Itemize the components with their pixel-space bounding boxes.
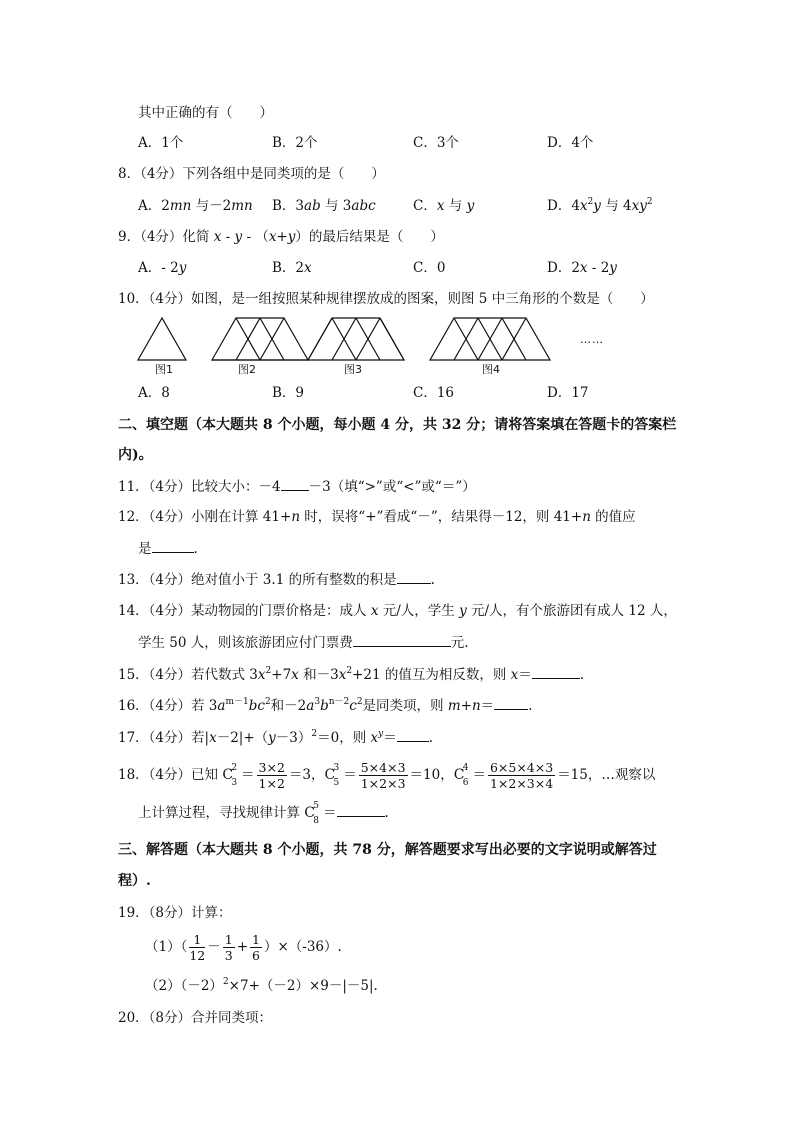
q19-part2: $(2)(-2)^2\times 7+(-2)\times 9-|-5|$.: [145, 977, 378, 994]
fig3-triangles: [308, 318, 404, 360]
q8-option-d: D．$4x^2y$ 与 $4xy^2$: [547, 197, 653, 214]
q8-option-c: C．x 与 y: [413, 198, 475, 214]
q16: 16．（4分）若 $3a^{m-1}bc^2$和$-2a^3b^{n-2}c^2$是同类项，则 m+n＝ .: [118, 697, 533, 714]
combination-c32: C 2 3: [222, 763, 238, 788]
section3-heading-line2: 程）.: [118, 873, 151, 889]
combination-c85: C 5 8: [304, 801, 320, 826]
q9-option-c: C．0: [413, 260, 446, 276]
section3-heading-line1: 三、解答题（本大题共 8 个小题，共 78 分，解答题要求写出必要的文字说明或解答过: [118, 842, 657, 858]
q15: 15．（4分）若代数式 $3x^2+7x$ 和$-3x^2+21$ 的值互为相反数，则 x＝ .: [118, 666, 585, 683]
q18-answer-blank[interactable]: [337, 802, 385, 817]
q19-stem: 19．（8分）计算：: [118, 905, 232, 921]
q8-option-a: A．2mn 与－2mn: [138, 198, 253, 214]
q10-triangle-figures: [130, 312, 630, 380]
q10-option-b: B．9: [272, 385, 305, 401]
q9-stem: 9．（4分）化简 x - y - （x+y）的最后结果是（ ）: [118, 229, 444, 245]
fig-ellipsis: ……: [580, 333, 604, 346]
q18-line1: 18．（4分）已知 C 2 3 ＝ $\frac{3\times 2}{1\times 2}$ ＝3，C 3 5 ＝ $\frac{5\times 4\times 3}{1\times 2\times 3}$ ＝10，C 4 6 ＝ $\frac{6\times 5\times 4\times 3}{1\times 2\times 3\times 4}$ ＝15，…观察以: [118, 760, 656, 791]
fig4-label: 图4: [482, 363, 500, 376]
fraction-1-12: $\frac{1}{12}$: [189, 932, 206, 963]
q9-option-d: D．2x - 2y: [547, 260, 617, 276]
combination-c53: C 3 5: [324, 763, 340, 788]
q10-option-a: A．8: [138, 385, 170, 401]
q8-stem: 8．（4分）下列各组中是同类项的是（ ）: [118, 166, 385, 182]
q14-answer-blank[interactable]: [353, 632, 451, 647]
q14-line2: 学生 50 人，则该旅游团应付门票费 元.: [138, 632, 469, 653]
fig4-triangles: [430, 318, 550, 360]
q10-option-c: C．16: [413, 385, 455, 401]
q15-answer-blank[interactable]: [532, 664, 580, 679]
q7-option-a: A．1个: [138, 135, 184, 151]
q19-part1: （1）（ $\frac{1}{12}$ － $\frac{1}{3}$ + $\frac{1}{6}$ ）×（-36）.: [145, 932, 342, 963]
fraction-1-6: $\frac{1}{6}$: [252, 932, 260, 963]
q12-line1: 12．（4分）小刚在计算 41+n 时，误将“+”看成“－”，结果得－12，则 41+n 的值应: [118, 509, 636, 525]
q9-option-b: B．2x: [272, 260, 312, 276]
fig1-label: 图1: [155, 363, 173, 376]
fig1-triangle: [138, 318, 186, 360]
q13: 13．（4分）绝对值小于 3.1 的所有整数的积是 .: [118, 569, 435, 590]
q7-stem: 其中正确的有（ ）: [138, 105, 273, 121]
fig2-label: 图2: [238, 363, 256, 376]
combination-c64: C 4 6: [453, 763, 469, 788]
q17: 17．（4分）若$|x-2|+(y-3)^2=0$，则 $x^y=$ .: [118, 729, 434, 746]
q7-option-d: D．4个: [547, 135, 594, 151]
q16-answer-blank[interactable]: [494, 695, 528, 710]
q8-option-b: B．3ab 与 3abc: [272, 198, 376, 214]
section2-heading-line1: 二、填空题（本大题共 8 个小题，每小题 4 分，共 32 分；请将答案填在答题卡的答案栏: [118, 417, 677, 433]
q10-stem: 10．（4分）如图，是一组按照某种规律摆放成的图案，则图 5 中三角形的个数是（ ）: [118, 291, 654, 307]
q14-line1: 14．（4分）某动物园的门票价格是：成人 x 元/人，学生 y 元/人，有个旅游团有成人 12 人，: [118, 603, 677, 619]
q12-line2: 是 .: [138, 538, 198, 559]
fraction-c32: $\frac{3\times 2}{1\times 2}$: [258, 760, 285, 791]
q13-answer-blank[interactable]: [397, 569, 431, 584]
q10-option-d: D．17: [547, 385, 589, 401]
q9-option-a: A．- 2y: [138, 260, 187, 276]
fig3-label: 图3: [344, 363, 362, 376]
q11: 11．（4分）比较大小：－4 －3（填“>”或“<”或“＝”）: [118, 476, 476, 497]
fig2-triangles: [212, 318, 308, 360]
q17-answer-blank[interactable]: [397, 727, 429, 742]
q18-line2: 上计算过程，寻找规律计算 C 5 8 ＝ .: [138, 801, 389, 826]
q7-option-c: C．3个: [413, 135, 459, 151]
fraction-c64: $\frac{6\times 5\times 4\times 3}{1\times 2\times 3\times 4}$: [489, 760, 554, 791]
q7-option-b: B．2个: [272, 135, 318, 151]
q20-stem: 20．（8分）合并同类项：: [118, 1010, 273, 1026]
fraction-1-3: $\frac{1}{3}$: [224, 932, 233, 963]
q12-answer-blank[interactable]: [152, 538, 194, 553]
section2-heading-line2: 内)。: [118, 447, 153, 463]
q11-answer-blank[interactable]: [281, 476, 309, 491]
fraction-c53: $\frac{5\times 4\times 3}{1\times 2\times 3}$: [360, 760, 406, 791]
